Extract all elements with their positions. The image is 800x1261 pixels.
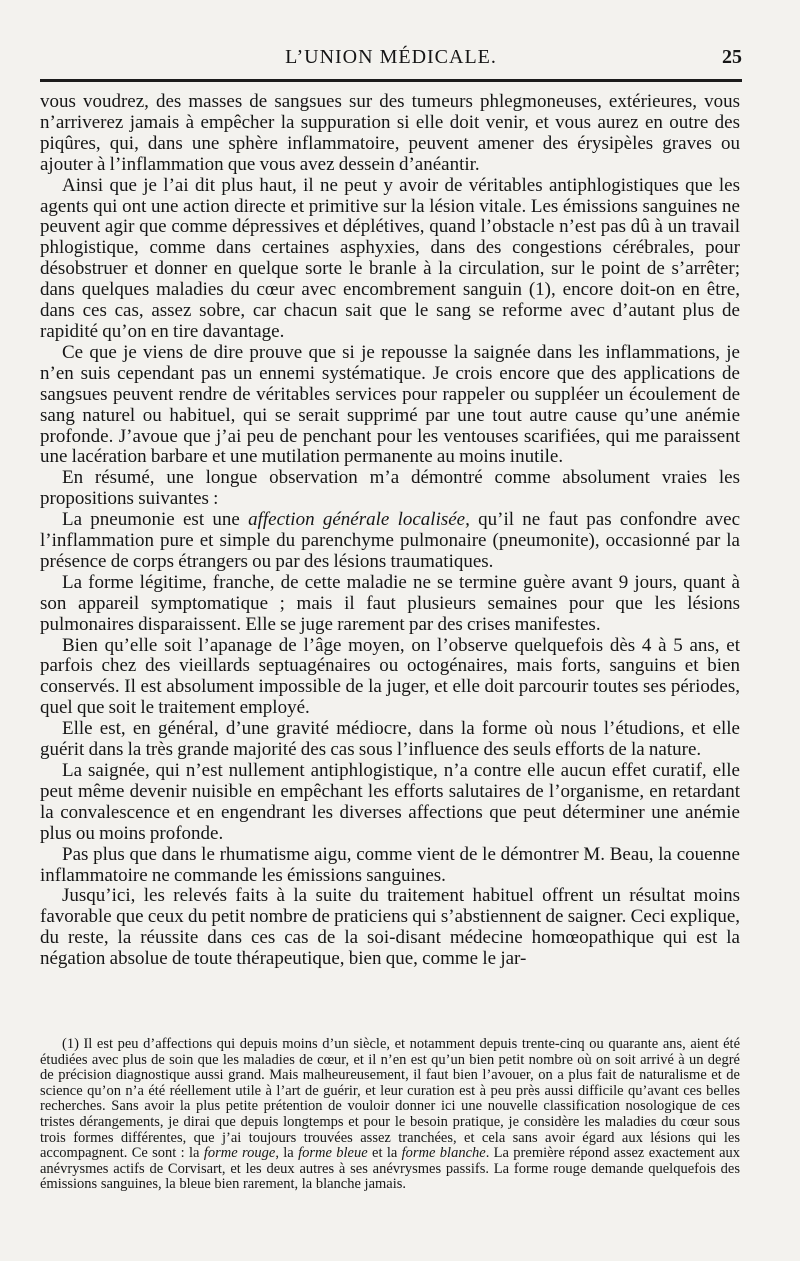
paragraph-lead: La pneumonie est une	[62, 509, 249, 531]
emphasis-text: affection générale localisée,	[248, 509, 470, 531]
paragraph-rest: qu’il ne faut pas confondre avec l’inflammation pure et simple du parenchyme pulmonaire (pneumonite), occasionné par la présence de corps étrangers ou par des lésions traumatiques.	[40, 509, 740, 572]
footnote-emphasis: forme blanche	[401, 1145, 486, 1162]
footnote-part: (1) Il est peu d’affections qui depuis moins d’un siècle, et notamment depuis trente-cinq ou quarante ans, aient été étudiées avec plus de soin que les maladies de cœur, et il n’en est qu’un bien petit nombre où on soit arrivé à un degré de précision diagnostique aussi grand. Mais malheureusement, il faut bien l’avouer, on a plus fait de naturalisme et de science qu’on n’a été réellement utile à l’art de guérir, et leur curation est à peu près aussi difficile qu’avant ces belles recherches. Sans avoir la plus petite prétention de vouloir donner ici une nouvelle classification nosologique de ces tristes dérangements, je dirai que depuis longtemps et pour le besoin pratique, je considère les maladies du cœur sous trois formes différentes, que j’ai toujours trouvées assez tranchées, et cela sans avoir égard aux lésions qui les accompagnent. Ce sont : la	[40, 1036, 740, 1162]
footnote-part: . La première répond assez exactement aux anévrysmes actifs de Corvisart, et les deux autres à ses anévrysmes passifs. La forme rouge demande quelquefois des émissions sanguines, la bleue bien rarement, la blanche jamais.	[40, 1145, 740, 1193]
footnote-emphasis: forme bleue	[298, 1145, 368, 1162]
footnote-text	[40, 1037, 740, 1193]
paragraph: Pas plus que dans le rhumatisme aigu, comme vient de le démontrer M. Beau, la couenne inflammatoire ne commande les émissions sanguines.	[40, 843, 740, 886]
body-text	[40, 92, 740, 970]
footnote	[40, 1037, 740, 1193]
paragraph: En résumé, une longue observation m’a démontré comme absolument vraies les propositions suivantes :	[40, 467, 740, 510]
paragraph: La forme légitime, franche, de cette maladie ne se termine guère avant 9 jours, quant à son appareil symptomatique ; mais il faut plusieurs semaines pour que les lésions pulmonaires disparaissent. Elle se juge rarement par des crises manifestes.	[40, 571, 740, 635]
paragraph: Ce que je viens de dire prouve que si je repousse la saignée dans les inflammations, je n’en suis cependant pas un ennemi systématique. Je crois encore que des applications de sangsues peuvent rendre de véritables services pour rappeler ou suppléer un écoulement de sang naturel ou habituel, qui se serait supprimé par une tout autre cause qu’une anémie profonde. J’avoue que j’ai peu de penchant pour les ventouses scarifiées, qui me paraissent une lacération barbare et une mutilation permanente au moins inutile.	[40, 341, 740, 468]
paragraph: Ainsi que je l’ai dit plus haut, il ne peut y avoir de véritables antiphlogistiques que les agents qui ont une action directe et primitive sur la lésion vitale. Les émissions sanguines ne peuvent agir que comme dépressives et déplétives, quand l’obstacle n’est pas dû à un travail phlogistique, comme dans certaines asphyxies, dans des congestions cérébrales, pour désobstruer et donner en quelque sorte le branle à la circulation, sur le point de s’arrêter; dans quelques maladies du cœur avec encombrement sanguin (1), encore doit-on en être, dans ces cas, assez sobre, car chacun sait que le sang se reforme avec d’autant plus de rapidité qu’on en tire davantage.	[40, 174, 740, 342]
paragraph: Jusqu’ici, les relevés faits à la suite du traitement habituel offrent un résultat moins favorable que ceux du petit nombre de praticiens qui s’abstiennent de saigner. Ceci explique, du reste, la réussite dans ces cas de la soi-disant médecine homœopathique qui est la négation absolue de toute thérapeutique, bien que, comme le jar-	[40, 885, 740, 970]
paragraph	[40, 510, 740, 573]
footnote-part: et la	[367, 1145, 402, 1162]
running-title: L’UNION MÉDICALE.	[285, 46, 497, 68]
footnote-part: , la	[275, 1145, 299, 1162]
header-rule	[40, 79, 742, 82]
paragraph: Elle est, en général, d’une gravité médiocre, dans la forme où nous l’étudions, et elle guérit dans la très grande majorité des cas sous l’influence des seuls efforts de la nature.	[40, 718, 740, 761]
paragraph: vous voudrez, des masses de sangsues sur des tumeurs phlegmoneuses, extérieures, vous n’arriverez jamais à empêcher la suppuration si elle doit venir, et vous aurez en outre des piqûres, qui, dans une sphère inflammatoire, peuvent amener des érysipèles graves ou ajouter à l’inflammation que vous avez dessein d’anéantir.	[40, 91, 740, 175]
paragraph: Bien qu’elle soit l’apanage de l’âge moyen, on l’observe quelquefois dès 4 à 5 ans, et parfois chez des vieillards septuagénaires ou octogénaires, mais forts, sanguins et bien conservés. Il est absolument impossible de la juger, et elle doit parcourir toutes ses périodes, quel que soit le traitement employé.	[40, 634, 740, 719]
page-number: 25	[722, 46, 742, 68]
page-header	[40, 46, 742, 72]
paragraph: La saignée, qui n’est nullement antiphlogistique, n’a contre elle aucun effet curatif, elle peut même devenir nuisible en empêchant les efforts salutaires de l’organisme, en retardant la convalescence et en engendrant les diverses affections que peut déterminer une anémie plus ou moins profonde.	[40, 760, 740, 844]
footnote-emphasis: forme rouge	[203, 1145, 276, 1162]
